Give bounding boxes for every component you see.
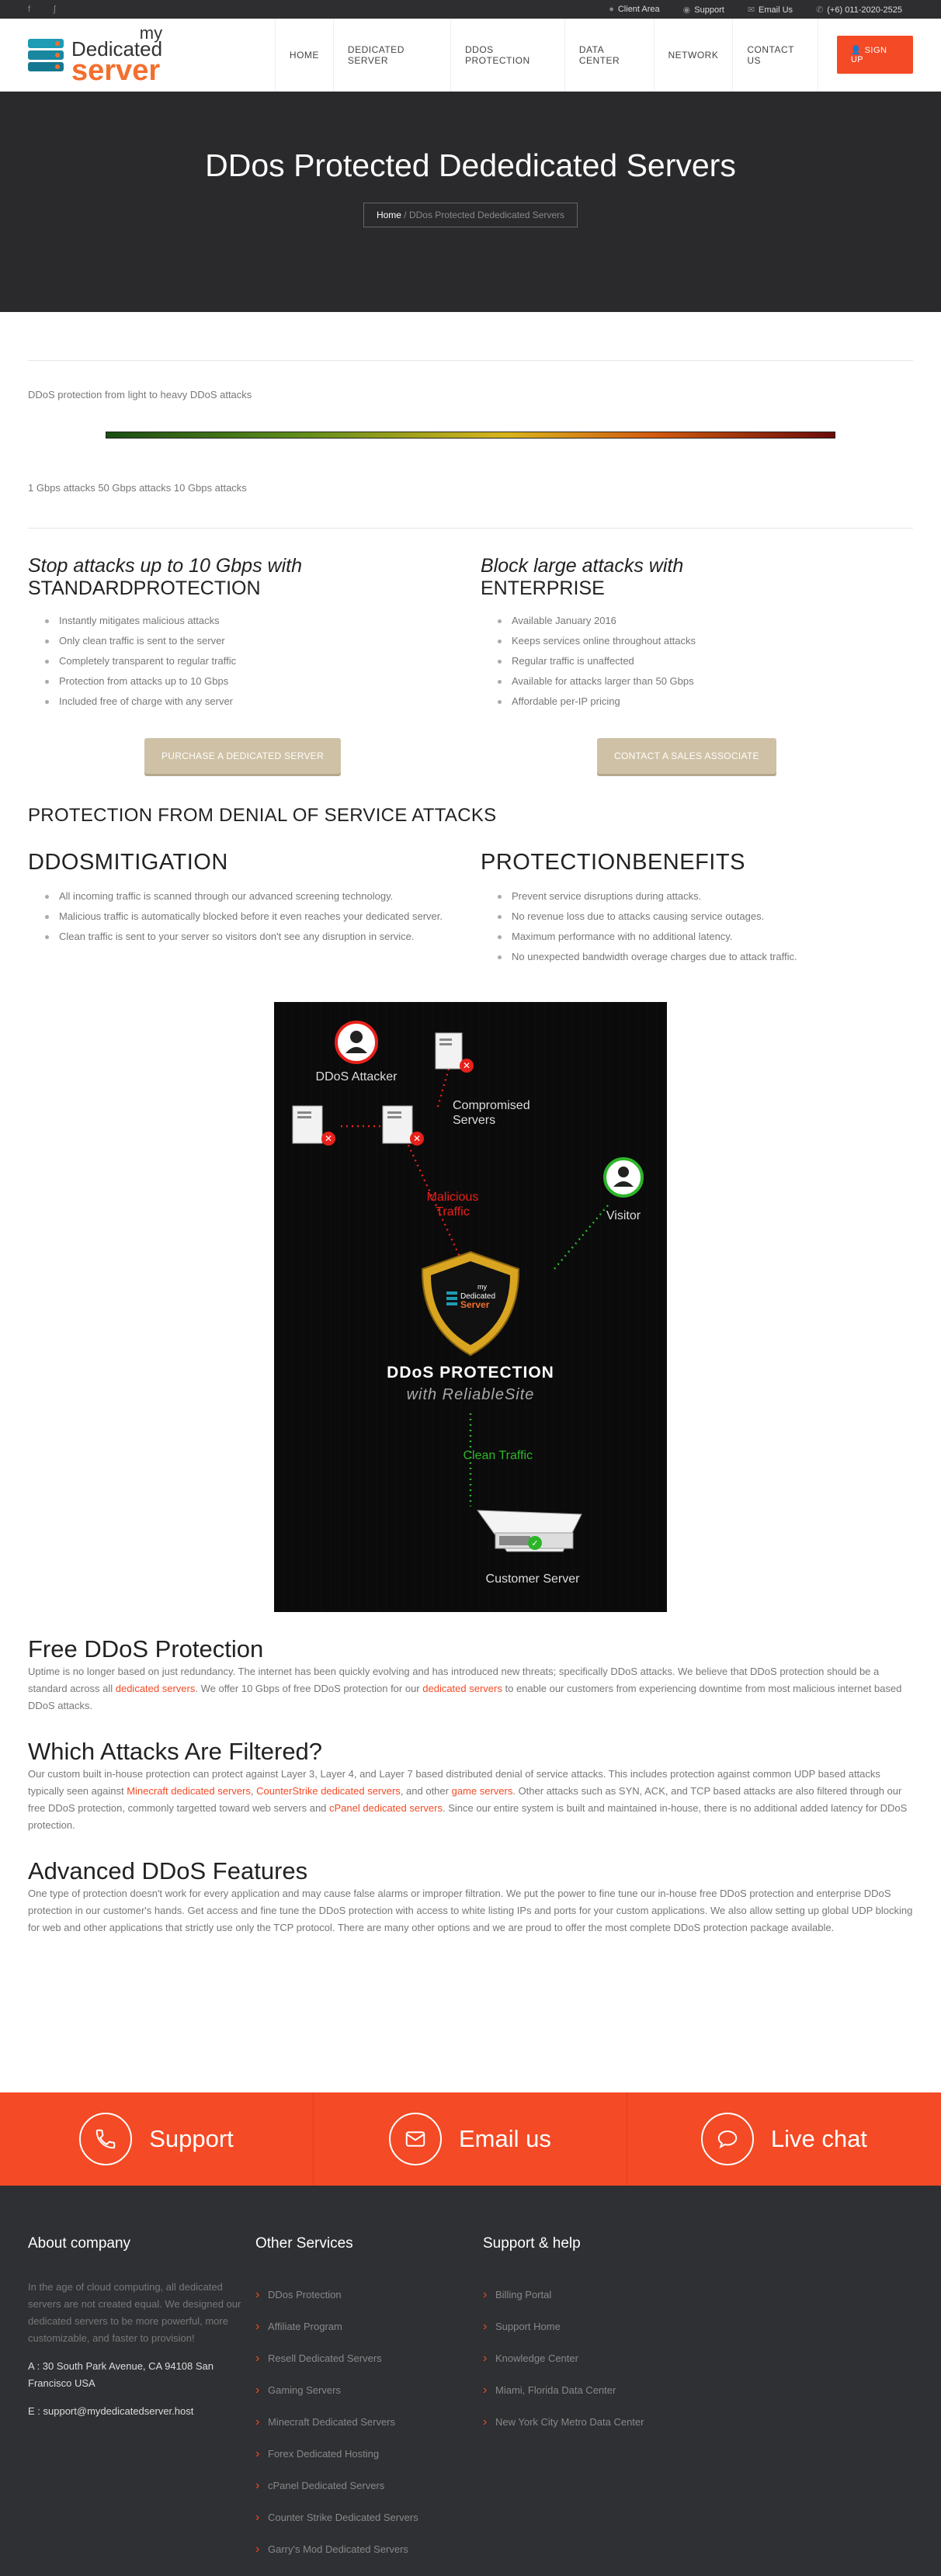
support-cta[interactable] xyxy=(0,2092,314,2186)
footer-link[interactable]: › New York City Metro Data Center xyxy=(483,2406,710,2438)
mitigation-list xyxy=(28,886,470,947)
advanced-text: One type of protection doesn't work for every application and may cause false alarms or improper filtration. We put the power to fine tune our in-house free DDoS protection and enterprise DDoS protection in our customer's hands. Get access and fine tune the DDoS protection with access to white listing IPs and ports for your custom applications. We also allow setting up global UDP blocking for web and other applications that strictly use only the TCP protocol. There are many other options and we are proud to offer the most complete DDoS protection package available. xyxy=(28,1888,913,1933)
enterprise-plan-name: ENTERPRISE xyxy=(481,577,605,599)
benefits-title: PROTECTIONBENEFITS xyxy=(481,849,745,875)
nav-dedicated-server[interactable]: DEDICATED SERVER xyxy=(333,19,450,92)
footer-help xyxy=(483,2235,710,2576)
top-bar xyxy=(0,0,941,19)
protection-heading: PROTECTION FROM DENIAL OF SERVICE ATTACKS xyxy=(28,804,497,826)
malicious-label-1: Malicious xyxy=(426,1191,479,1204)
footer-services-title: Other Services xyxy=(255,2235,353,2252)
benefits-column xyxy=(470,850,913,967)
list-item: Included free of charge with any server xyxy=(28,692,470,712)
enterprise-plan-features xyxy=(481,611,913,712)
svg-text:✕: ✕ xyxy=(412,1133,422,1144)
footer-link[interactable]: › Forex Dedicated Hosting xyxy=(255,2438,483,2470)
visitor-traffic-line xyxy=(554,1205,608,1270)
footer-services-list xyxy=(255,2279,483,2565)
filtered-title: Which Attacks Are Filtered? xyxy=(28,1738,323,1765)
site-logo[interactable] xyxy=(28,25,275,85)
live-chat-cta[interactable] xyxy=(627,2092,941,2186)
diagram-svg xyxy=(274,1002,667,1612)
footer-link[interactable]: › Billing Portal xyxy=(483,2279,710,2311)
top-links xyxy=(609,5,902,15)
enterprise-plan-subtitle: Block large attacks with xyxy=(481,555,684,577)
envelope-icon: ✉ xyxy=(747,5,755,15)
advanced-title: Advanced DDoS Features xyxy=(28,1857,308,1884)
malicious-label-2: Traffic xyxy=(436,1205,470,1219)
customer-server-icon xyxy=(477,1510,582,1551)
chat-bubble-icon xyxy=(701,2113,754,2165)
client-area-link[interactable] xyxy=(609,5,659,14)
live-chat-cta-label: Live chat xyxy=(770,2125,867,2152)
footer-link[interactable]: › Knowledge Center xyxy=(483,2342,710,2374)
footer-link[interactable]: › Support Home xyxy=(483,2311,710,2342)
user-icon: 👤 xyxy=(850,46,865,55)
free-ddos-title: Free DDoS Protection xyxy=(28,1635,264,1662)
mitigation-column xyxy=(28,850,470,967)
footer-link[interactable]: › Counter Strike Dedicated Servers xyxy=(255,2501,483,2533)
divider xyxy=(28,528,913,529)
breadcrumb xyxy=(363,203,578,227)
standard-plan-name: STANDARDPROTECTION xyxy=(28,577,261,599)
list-item: Prevent service disruptions during attacks. xyxy=(481,886,913,907)
list-item: All incoming traffic is scanned through our advanced screening technology. xyxy=(28,886,447,907)
footer-link[interactable]: › Miami, Florida Data Center xyxy=(483,2374,710,2406)
list-item: Malicious traffic is automatically blocked before it even reaches your dedicated server. xyxy=(28,907,447,927)
plans-section xyxy=(28,555,913,774)
ddos-protection-diagram xyxy=(274,1002,667,1612)
svg-text:✕: ✕ xyxy=(462,1060,471,1071)
footer-about-title: About company xyxy=(28,2235,131,2252)
logo-server-icon xyxy=(28,36,67,75)
footer-about xyxy=(28,2235,255,2576)
purchase-server-button[interactable]: PURCHASE A DEDICATED SERVER xyxy=(144,738,341,774)
list-item: Protection from attacks up to 10 Gbps xyxy=(28,671,470,692)
customer-server-label: Customer Server xyxy=(485,1572,580,1586)
footer-link[interactable]: › Minecraft Dedicated Servers xyxy=(255,2406,483,2438)
list-item: Available for attacks larger than 50 Gbps xyxy=(481,671,913,692)
standard-plan-title xyxy=(28,555,470,600)
contact-sales-button[interactable]: CONTACT A SALES ASSOCIATE xyxy=(597,738,776,774)
enterprise-plan-title xyxy=(481,555,913,600)
list-item: Instantly mitigates malicious attacks xyxy=(28,611,470,631)
nav-home[interactable]: HOME xyxy=(275,19,333,92)
page-hero xyxy=(0,92,941,312)
footer-email[interactable]: E : support@mydedicatedserver.host xyxy=(28,2405,194,2417)
support-label: Support xyxy=(694,5,724,15)
skype-icon[interactable]: ʃ xyxy=(54,5,56,14)
enterprise-plan xyxy=(470,555,913,774)
divider xyxy=(28,360,913,361)
attacker-icon xyxy=(336,1022,377,1063)
list-item: Available January 2016 xyxy=(481,611,913,631)
list-item: No unexpected bandwidth overage charges due to attack traffic. xyxy=(481,947,913,967)
envelope-icon xyxy=(389,2113,442,2165)
site-header xyxy=(0,19,941,92)
mitigation-title: DDOSMITIGATION xyxy=(28,849,228,875)
list-item: Clean traffic is sent to your server so visitors don't see any disruption in service. xyxy=(28,927,447,947)
protection-label: DDoS PROTECTION xyxy=(387,1364,554,1382)
footer-link[interactable]: › DDos Protection xyxy=(255,2279,483,2311)
nav-data-center[interactable]: DATA CENTER xyxy=(564,19,654,92)
attack-range-text: DDoS protection from light to heavy DDoS attacks xyxy=(28,389,252,400)
footer-help-list xyxy=(483,2279,710,2438)
svg-text:✕: ✕ xyxy=(324,1133,333,1144)
attack-scale-gradient xyxy=(106,432,835,439)
list-item: Keeps services online throughout attacks xyxy=(481,631,913,651)
page-title: DDos Protected Dededicated Servers xyxy=(205,147,736,183)
nav-ddos-protection[interactable]: DDOS PROTECTION xyxy=(450,19,564,92)
footer-link[interactable]: › Garry's Mod Dedicated Servers xyxy=(255,2533,483,2565)
facebook-icon[interactable]: f xyxy=(28,5,31,14)
attacker-label: DDoS Attacker xyxy=(315,1070,398,1083)
compromised-server-icon xyxy=(383,1106,424,1146)
logo-dedicated: Dedicated xyxy=(71,36,163,61)
social-links xyxy=(28,5,56,14)
footer-help-title: Support & help xyxy=(483,2235,581,2252)
dedicated-servers-link[interactable]: dedicated servers xyxy=(115,1683,196,1694)
list-item: No revenue loss due to attacks causing service outages. xyxy=(481,907,913,927)
footer-about-text: In the age of cloud computing, all dedicated servers are not created equal. We designed our dedicated servers to be more powerful, more customizable, and faster to provision! xyxy=(28,2281,241,2344)
minecraft-servers-link[interactable]: Minecraft dedicated servers xyxy=(127,1785,251,1797)
cpanel-servers-link[interactable]: cPanel dedicated servers xyxy=(329,1802,443,1814)
list-item: Affordable per-IP pricing xyxy=(481,692,913,712)
svg-text:✓: ✓ xyxy=(531,1539,539,1548)
dedicated-servers-link[interactable]: dedicated servers xyxy=(422,1683,502,1694)
list-item: Completely transparent to regular traffic xyxy=(28,651,470,671)
user-icon: ● xyxy=(609,5,614,14)
site-footer xyxy=(0,2186,941,2576)
compromised-label-2: Servers xyxy=(453,1114,496,1127)
main-nav xyxy=(275,19,818,92)
shield-logo-my: my xyxy=(477,1283,487,1291)
filtered-text: Our custom built in-house protection can protect against Layer 3, Layer 4, and Layer 7 based distributed denial of service attacks. This includes protection against common UDP based attacks typically seen against Minecraft dedicated servers, CounterStrike dedicated servers, and other game servers. Other attacks such as SYN, ACK, and TCP based attacks are also filtered through our free DDoS protection, commonly targetted toward web servers and cPanel dedicated servers. Since our entire system is built and maintained in-house, there is no additional added latency for DDoS protection. xyxy=(28,1768,908,1831)
logo-wordmark xyxy=(71,25,162,85)
email-cta[interactable] xyxy=(314,2092,627,2186)
footer-link[interactable]: › Resell Dedicated Servers xyxy=(255,2342,483,2374)
list-item: Only clean traffic is sent to the server xyxy=(28,631,470,651)
support-cta-label: Support xyxy=(149,2125,234,2152)
lifebuoy-icon: ◉ xyxy=(682,5,691,15)
sign-up-button[interactable] xyxy=(837,36,913,74)
game-servers-link[interactable]: game servers xyxy=(451,1785,513,1797)
nav-contact-us[interactable]: CONTACT US xyxy=(732,19,818,92)
breadcrumb-home[interactable]: Home xyxy=(376,210,401,220)
email-link[interactable] xyxy=(748,5,793,15)
breadcrumb-current: / DDos Protected Dededicated Servers xyxy=(401,210,565,220)
sign-up-label: SIGN UP xyxy=(850,46,887,64)
logo-my: my xyxy=(139,23,163,43)
compromised-label-1: Compromised xyxy=(453,1099,530,1112)
shield-logo-server: Server xyxy=(460,1299,490,1310)
compromised-server-icon xyxy=(436,1033,474,1073)
protection-section xyxy=(28,850,913,967)
footer-link[interactable]: › cPanel Dedicated Servers xyxy=(255,2470,483,2501)
client-area-label: Client Area xyxy=(617,5,660,14)
benefits-list xyxy=(481,886,913,967)
list-item: Regular traffic is unaffected xyxy=(481,651,913,671)
nav-network[interactable]: NETWORK xyxy=(654,19,733,92)
footer-services xyxy=(255,2235,483,2576)
phone-label: (+6) 011-2020-2525 xyxy=(827,5,902,15)
phone-icon xyxy=(79,2113,132,2165)
standard-plan-subtitle: Stop attacks up to 10 Gbps with xyxy=(28,555,302,577)
standard-plan-features xyxy=(28,611,470,712)
malicious-traffic-lines xyxy=(341,1069,460,1258)
free-ddos-text: Uptime is no longer based on just redundancy. The internet has been quickly evolving and has introduced new threats; specifically DDoS attacks. We believe that DDoS protection should be a standard across all dedicated servers. We offer 10 Gbps of free DDoS protection for our dedicated servers to enable our customers from experiencing downtime from most malicious internet based DDoS attacks. xyxy=(28,1666,902,1711)
email-label: Email Us xyxy=(759,5,793,15)
footer-link[interactable]: › Gaming Servers xyxy=(255,2374,483,2406)
phone-icon: ✆ xyxy=(816,5,824,15)
footer-link[interactable]: › Affiliate Program xyxy=(255,2311,483,2342)
list-item: Maximum performance with no additional latency. xyxy=(481,927,913,947)
email-cta-label: Email us xyxy=(458,2125,551,2152)
footer-address: A : 30 South Park Avenue, CA 94108 San Francisco USA xyxy=(28,2360,214,2389)
logo-server: server xyxy=(71,54,161,87)
clean-traffic-label: Clean Traffic xyxy=(463,1449,533,1462)
contact-strip xyxy=(0,2092,941,2186)
visitor-label: Visitor xyxy=(606,1209,641,1222)
standard-plan xyxy=(28,555,470,774)
support-link[interactable] xyxy=(683,5,724,15)
reliablesite-label: with ReliableSite xyxy=(406,1386,535,1403)
visitor-icon xyxy=(605,1159,642,1196)
compromised-server-icon xyxy=(293,1106,335,1146)
content-section xyxy=(0,1635,941,1936)
counterstrike-servers-link[interactable]: CounterStrike dedicated servers xyxy=(256,1785,401,1797)
shield-logo-dedicated: Dedicated xyxy=(460,1292,496,1301)
phone-link[interactable] xyxy=(816,5,902,15)
attack-scale-text: 1 Gbps attacks 50 Gbps attacks 10 Gbps attacks xyxy=(28,482,247,494)
